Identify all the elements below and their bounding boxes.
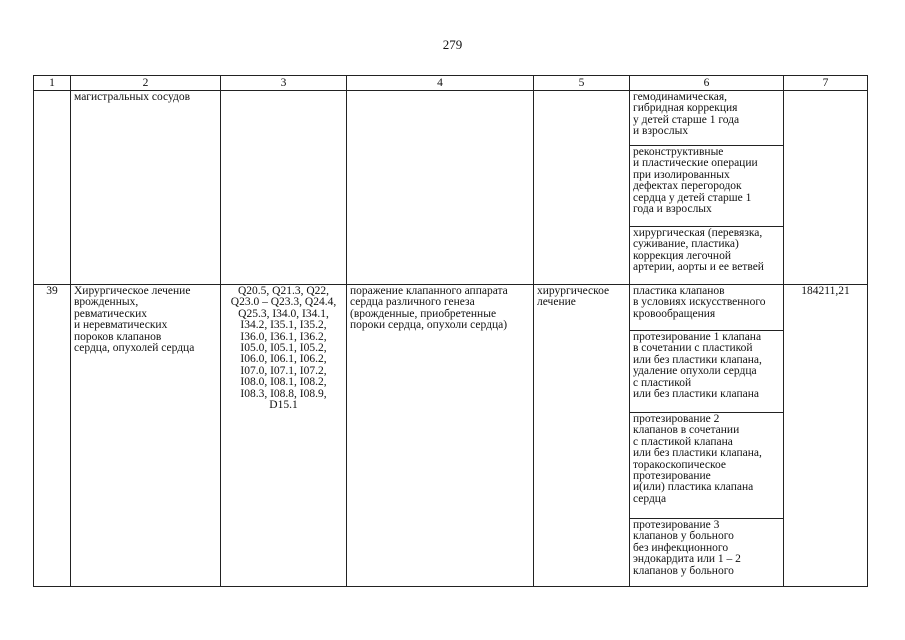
column-header: 2 <box>71 76 221 91</box>
table-row <box>34 91 868 146</box>
patient-model-cell <box>347 91 534 285</box>
page-number: 279 <box>442 37 463 52</box>
column-header: 4 <box>347 76 534 91</box>
treatment-method-cell: протезирование 1 клапана в сочетании с пластикой или без пластики клапана, удаление опухоли сердца с пластикой или без пластики клапана <box>630 331 784 413</box>
column-number-row <box>34 76 868 91</box>
price-cell: 184211,21 <box>784 285 868 587</box>
treatment-method-cell: хирургическая (перевязка, суживание, пластика) коррекция легочной артерии, аорты и ее ветвей <box>630 227 784 285</box>
profile-name-cell: Хирургическое лечение врожденных, ревматических и неревматических пороков клапанов сердца, опухолей сердца <box>71 285 221 587</box>
price-cell <box>784 91 868 285</box>
column-header: 1 <box>34 76 71 91</box>
treatment-method-cell: протезирование 3 клапанов у больного без инфекционного эндокардита или 1 – 2 клапанов у больного <box>630 519 784 587</box>
diagnosis-codes-cell: Q20.5, Q21.3, Q22, Q23.0 – Q23.3, Q24.4, Q25.3, I34.0, I34.1, I34.2, I35.1, I35.2, I36.0, I36.1, I36.2, I05.0, I05.1, I05.2, I06.0, I06.1, I06.2, I07.0, I07.1, I07.2, I08.0, I08.1, I08.2, I08.3, I08.8, I08.9, D15.1 <box>221 285 347 587</box>
column-header: 6 <box>630 76 784 91</box>
medical-care-table <box>33 75 868 587</box>
treatment-method-cell: гемодинамическая, гибридная коррекция у детей старше 1 года и взрослых <box>630 91 784 146</box>
diagnosis-codes-cell <box>221 91 347 285</box>
treatment-method-cell: пластика клапанов в условиях искусственного кровообращения <box>630 285 784 331</box>
row-number-cell <box>34 91 71 285</box>
column-header: 7 <box>784 76 868 91</box>
column-header: 3 <box>221 76 347 91</box>
treatment-method-cell: протезирование 2 клапанов в сочетании с пластикой клапана или без пластики клапана, торакоскопическое протезирование и(или) пластика клапана сердца <box>630 413 784 519</box>
column-header: 5 <box>534 76 630 91</box>
treatment-method-cell: реконструктивные и пластические операции при изолированных дефектах перегородок сердца у детей старше 1 года и взрослых <box>630 146 784 227</box>
treatment-type-cell <box>534 91 630 285</box>
profile-name-cell: магистральных сосудов <box>71 91 221 285</box>
patient-model-cell: поражение клапанного аппарата сердца различного генеза (врожденные, приобретенные пороки сердца, опухоли сердца) <box>347 285 534 587</box>
table-row <box>34 285 868 331</box>
treatment-type-cell: хирургическое лечение <box>534 285 630 587</box>
row-number-cell: 39 <box>34 285 71 587</box>
